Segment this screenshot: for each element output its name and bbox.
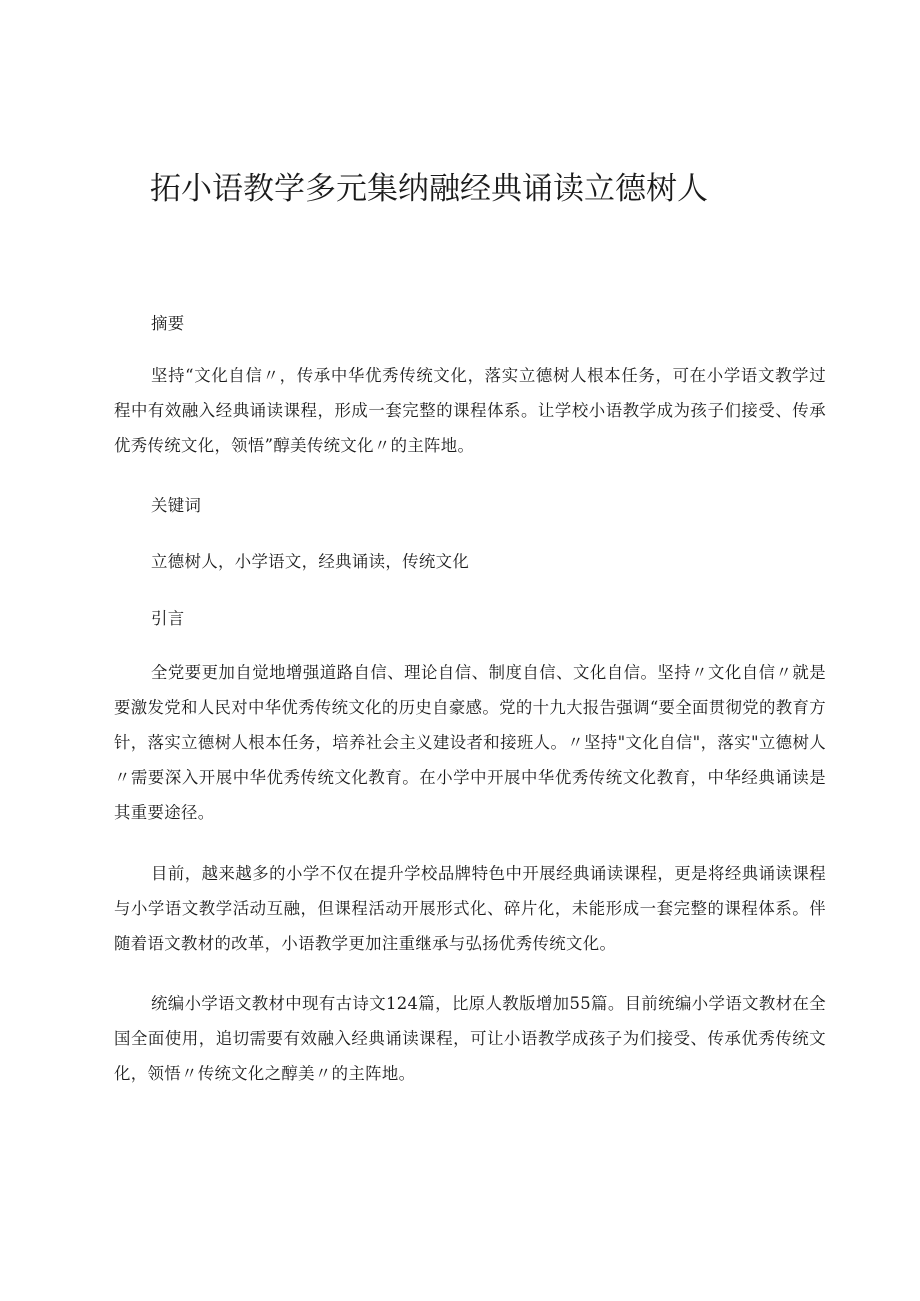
abstract-body: 坚持“文化自信〃，传承中华优秀传统文化，落实立德树人根本任务，可在小学语文教学过程中有效融入经典诵读课程，形成一套完整的课程体系。让学校小语教学成为孩子们接受、传承优秀传统文化，领悟”醇美传统文化〃的主阵地。 [114, 366, 826, 455]
introduction-paragraph: 全党要更加自觉地增强道路自信、理论自信、制度自信、文化自信。坚持〃文化自信〃就是要激发党和人民对中华优秀传统文化的历史自豪感。党的十九大报告强调“要全面贯彻党的教育方针，落实立德树人根本任务，培养社会主义建设者和接班人。〃坚持"文化自信"，落实"立德树人〃需要深入开展中华优秀传统文化教育。在小学中开展中华优秀传统文化教育，中华经典诵读是其重要途径。 [114, 663, 826, 822]
introduction-heading: 引言 [151, 609, 185, 628]
introduction-paragraph: 统编小学语文教材中现有古诗文124篇，比原人教版增加55篇。目前统编小学语文教材在全国全面使用，追切需要有效融入经典诵读课程，可让小语教学成孩子为们接受、传承优秀传统文化，领悟〃传统文化之醇美〃的主阵地。 [114, 994, 826, 1083]
keywords-body: 立德树人，小学语文，经典诵读，传统文化 [151, 552, 470, 571]
introduction-paragraph: 目前，越来越多的小学不仅在提升学校品牌特色中开展经典诵读课程，更是将经典诵读课程与小学语文教学活动互融，但课程活动开展形式化、碎片化，未能形成一套完整的课程体系。伴随着语文教材的改革，小语教学更加注重继承与弘扬优秀传统文化。 [114, 864, 826, 953]
abstract-heading: 摘要 [151, 314, 185, 333]
document-title: 拓小语教学多元集纳融经典诵读立德树人 [150, 171, 708, 207]
keywords-heading: 关键词 [151, 496, 202, 515]
